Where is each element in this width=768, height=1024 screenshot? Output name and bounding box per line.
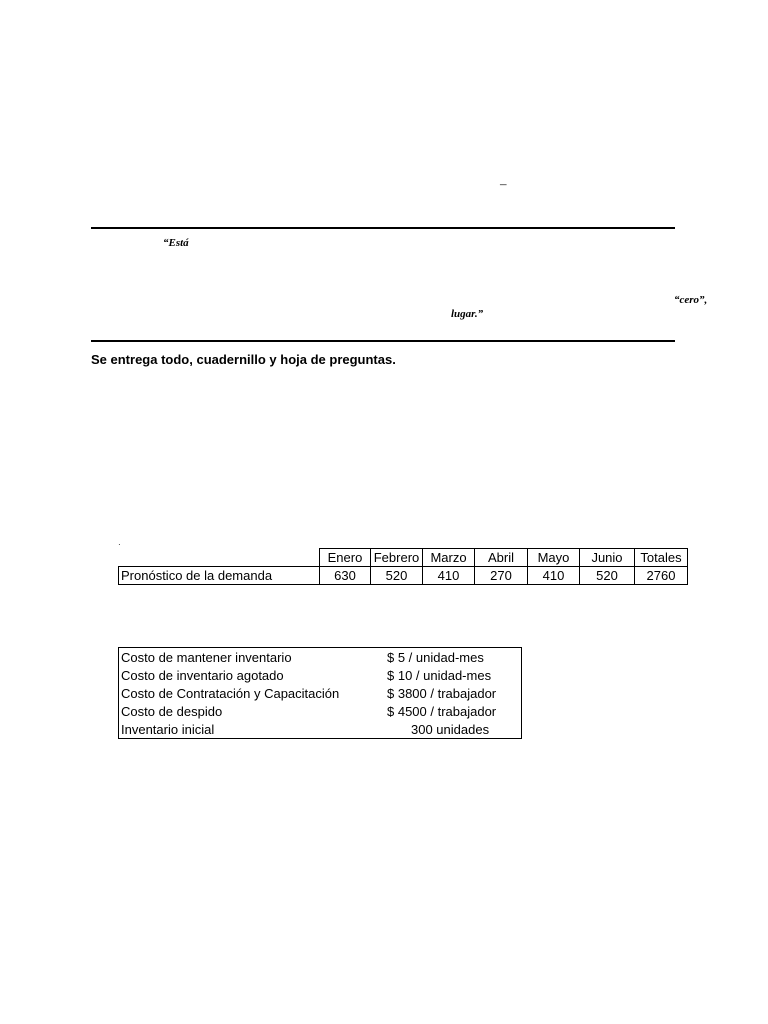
- quote-fragment-esta: “Está: [163, 237, 189, 249]
- month-header: Mayo: [528, 549, 580, 567]
- row-label: Pronóstico de la demanda: [119, 567, 320, 585]
- stray-dot: ·: [118, 540, 121, 549]
- month-header: Enero: [320, 549, 371, 567]
- table-corner-cell: [119, 549, 320, 567]
- month-header: Abril: [475, 549, 528, 567]
- totals-header: Totales: [635, 549, 688, 567]
- demand-value: 520: [371, 567, 423, 585]
- cost-label: Costo de Contratación y Capacitación: [121, 685, 340, 701]
- cost-label: Costo de inventario agotado: [121, 667, 284, 683]
- table-row: [119, 684, 522, 702]
- cost-label: Costo de mantener inventario: [121, 649, 292, 665]
- cost-value: $ 5 / unidad-mes: [387, 649, 484, 665]
- quote-fragment-cero: “cero”,: [674, 294, 708, 306]
- table-row: [119, 720, 522, 739]
- table-header-row: [119, 549, 688, 567]
- demand-value: 410: [528, 567, 580, 585]
- total-value: 2760: [635, 567, 688, 585]
- month-header: Marzo: [423, 549, 475, 567]
- cost-label: Costo de despido: [121, 703, 223, 719]
- demand-value: 520: [580, 567, 635, 585]
- cost-label: Inventario inicial: [121, 721, 215, 737]
- demand-value: 270: [475, 567, 528, 585]
- table-row: [119, 567, 688, 585]
- month-header: Febrero: [371, 549, 423, 567]
- cost-parameters-table: [118, 647, 522, 739]
- demand-value: 410: [423, 567, 475, 585]
- quote-fragment-lugar: lugar.”: [451, 308, 484, 320]
- cost-value: 300 unidades: [411, 721, 490, 737]
- instruction-text: Se entrega todo, cuadernillo y hoja de preguntas.: [91, 352, 396, 367]
- cost-value: $ 4500 / trabajador: [387, 703, 497, 719]
- table-row: [119, 666, 522, 684]
- demand-forecast-table: [118, 548, 688, 585]
- top-divider: [91, 227, 675, 229]
- month-header: Junio: [580, 549, 635, 567]
- cost-value: $ 10 / unidad-mes: [387, 667, 492, 683]
- table-row: [119, 648, 522, 667]
- table-row: [119, 702, 522, 720]
- cost-value: $ 3800 / trabajador: [387, 685, 497, 701]
- bottom-divider: [91, 340, 675, 342]
- demand-value: 630: [320, 567, 371, 585]
- header-dash: –: [500, 176, 507, 191]
